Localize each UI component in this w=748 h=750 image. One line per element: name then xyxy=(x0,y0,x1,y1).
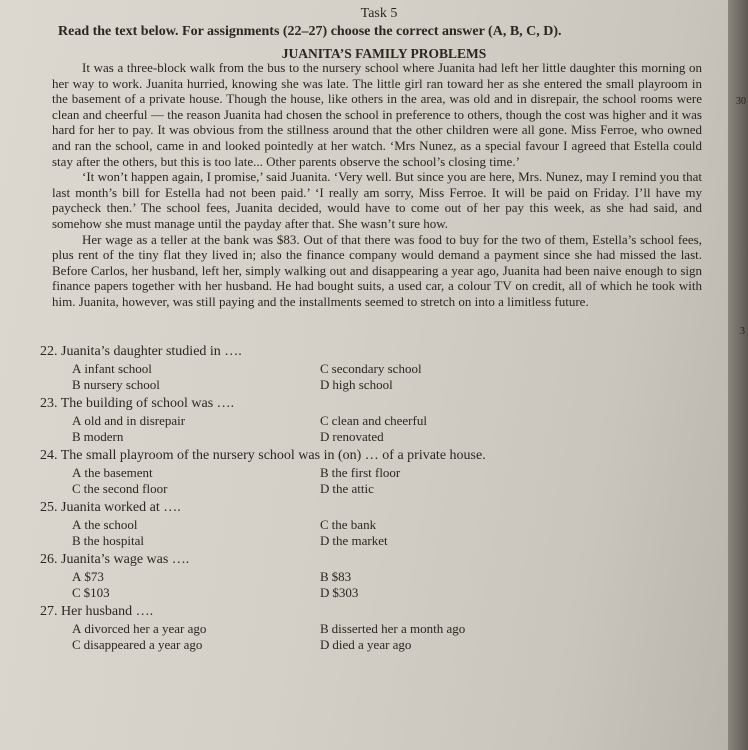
option-letter: C xyxy=(72,585,81,600)
option-letter: B xyxy=(320,569,329,584)
answer-options xyxy=(72,465,700,497)
option-letter: A xyxy=(72,361,82,376)
text-title: JUANITA’S FAMILY PROBLEMS xyxy=(281,46,487,61)
option-text: high school xyxy=(332,377,393,392)
option-letter: C xyxy=(320,517,329,532)
paragraph: ‘It won’t happen again, I promise,’ said Juanita. ‘Very well. But since you are here, Mrs. Nunez, may I remind you that last month’s bill for Estella had not been paid.’ ‘I really am sorry, Miss Ferroe. It will be paid on Friday. I’ll have my paycheck then.’ The school fees, Juanita decided, would have to come out of her pay this week, as she had said, and somehow she must manage until the payday after that. She wasn’t sure how. xyxy=(52,169,702,231)
answer-option xyxy=(72,413,320,429)
question-24 xyxy=(40,447,700,497)
answer-option xyxy=(72,361,320,377)
answer-option xyxy=(72,621,320,637)
option-letter: D xyxy=(320,637,330,652)
option-text: the attic xyxy=(332,481,374,496)
option-text: disserted her a month ago xyxy=(331,621,466,636)
option-text: the hospital xyxy=(83,533,144,548)
option-letter: D xyxy=(320,429,330,444)
question-26 xyxy=(40,551,700,601)
answer-option xyxy=(72,429,320,445)
option-letter: C xyxy=(320,413,329,428)
option-letter: B xyxy=(72,533,81,548)
adjacent-page-edge xyxy=(728,0,748,750)
option-text: $73 xyxy=(84,569,104,584)
answer-options xyxy=(72,517,700,549)
answer-option xyxy=(320,465,620,481)
edge-number: 3 xyxy=(740,326,745,337)
option-text: clean and cheerful xyxy=(331,413,427,428)
option-letter: A xyxy=(72,465,82,480)
question-25 xyxy=(40,499,700,549)
option-letter: A xyxy=(72,569,82,584)
answer-option xyxy=(320,361,620,377)
answer-options xyxy=(72,621,700,653)
answer-option xyxy=(320,413,620,429)
option-text: secondary school xyxy=(331,361,422,376)
option-text: old and in disrepair xyxy=(84,413,186,428)
option-letter: B xyxy=(320,465,329,480)
option-letter: D xyxy=(320,533,330,548)
answer-option xyxy=(72,481,320,497)
option-letter: D xyxy=(320,481,330,496)
option-letter: B xyxy=(320,621,329,636)
answer-option xyxy=(320,377,620,393)
question-stem: 25. Juanita worked at …. xyxy=(40,500,181,515)
option-text: the first floor xyxy=(331,465,401,480)
answer-option xyxy=(320,585,620,601)
option-text: infant school xyxy=(84,361,152,376)
option-text: the basement xyxy=(84,465,153,480)
answer-option xyxy=(72,569,320,585)
question-27 xyxy=(40,603,700,653)
option-text: nursery school xyxy=(83,377,160,392)
option-text: renovated xyxy=(332,429,384,444)
question-23 xyxy=(40,395,700,445)
option-text: $103 xyxy=(83,585,110,600)
answer-option xyxy=(320,637,620,653)
answer-options xyxy=(72,413,700,445)
answer-option xyxy=(72,533,320,549)
answer-option xyxy=(72,377,320,393)
answer-option xyxy=(320,621,620,637)
question-stem: 26. Juanita’s wage was …. xyxy=(40,552,190,567)
answer-option xyxy=(72,517,320,533)
reading-text xyxy=(52,60,702,310)
option-letter: D xyxy=(320,585,330,600)
question-stem: 27. Her husband …. xyxy=(40,604,154,619)
option-letter: A xyxy=(72,621,82,636)
question-stem: 23. The building of school was …. xyxy=(40,396,235,411)
option-letter: C xyxy=(72,637,81,652)
option-text: divorced her a year ago xyxy=(84,621,207,636)
option-text: $303 xyxy=(332,585,359,600)
answer-option xyxy=(320,429,620,445)
paragraph: Her wage as a teller at the bank was $83. Out of that there was food to buy for the two of them, Estella’s school fees, plus rent of the tiny flat they lived in; also the finance company would demand a payment since she had missed the last. Before Carlos, her husband, left her, simply walking out and disappearing a year ago, Juanita had been naive enough to sign finance papers together with her husband. He had bought suits, a used car, a colour TV on credit, all of which he took with him. Juanita, however, was still paying and the installments seemed to stretch on into a limitless future. xyxy=(52,231,702,309)
header xyxy=(0,6,728,62)
option-text: the second floor xyxy=(83,481,168,496)
option-letter: C xyxy=(72,481,81,496)
option-text: disappeared a year ago xyxy=(83,637,203,652)
answer-option xyxy=(320,533,620,549)
option-text: modern xyxy=(83,429,124,444)
answer-option xyxy=(72,465,320,481)
option-text: the market xyxy=(332,533,388,548)
question-22 xyxy=(40,343,700,393)
option-text: $83 xyxy=(331,569,352,584)
questions xyxy=(40,343,700,655)
option-text: the school xyxy=(84,517,138,532)
answer-option xyxy=(320,517,620,533)
question-stem: 22. Juanita’s daughter studied in …. xyxy=(40,344,242,359)
instruction: Read the text below. For assignments (22–27) choose the correct answer (A, B, C, D). xyxy=(58,24,562,39)
option-letter: D xyxy=(320,377,330,392)
paragraph: It was a three-block walk from the bus to the nursery school where Juanita had left her little daughter this morning on her way to work. Juanita hurried, knowing she was late. The little girl ran toward her as she entered the small playroom in the basement of a private house. Though the house, like others in the area, was old and in disrepair, the school rooms were clean and cheerful — the reason Juanita had chosen the school in preference to others, though the cost was higher and it was hard for her to pay. It was obvious from the stillness around that the other children were all gone. Miss Ferroe, who owned and ran the school, came in and looked pointedly at her watch. ‘Mrs Nunez, as a special favour I agreed that Estella could stay after the others, but this is too late... Other parents observe the school’s closing time.’ xyxy=(52,60,702,169)
task-label: Task 5 xyxy=(360,6,398,21)
option-letter: B xyxy=(72,377,81,392)
option-letter: C xyxy=(320,361,329,376)
answer-options xyxy=(72,569,700,601)
option-text: the bank xyxy=(331,517,377,532)
answer-option xyxy=(72,585,320,601)
answer-options xyxy=(72,361,700,393)
edge-number: 30 xyxy=(736,96,746,107)
option-text: died a year ago xyxy=(332,637,412,652)
option-letter: A xyxy=(72,517,82,532)
question-stem: 24. The small playroom of the nursery school was in (on) … of a private house. xyxy=(40,448,486,463)
answer-option xyxy=(320,481,620,497)
option-letter: A xyxy=(72,413,82,428)
option-letter: B xyxy=(72,429,81,444)
answer-option xyxy=(72,637,320,653)
answer-option xyxy=(320,569,620,585)
